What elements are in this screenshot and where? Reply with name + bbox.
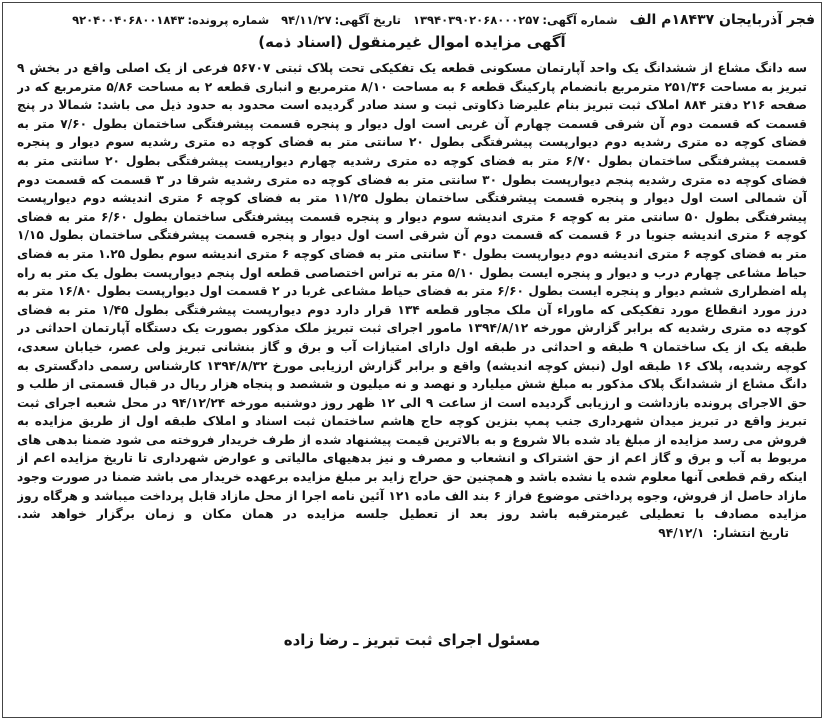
ad-title: آگهی مزایده اموال غیرمنقول (اسناد ذمه) [258,33,566,51]
ad-body [17,59,807,615]
case-number-value: ۹۲۰۴۰۰۴۰۶۸۰۰۱۸۴۳ [72,13,185,27]
ad-number-value: ۱۳۹۴۰۳۹۰۲۰۶۸۰۰۰۲۵۷ [413,13,540,27]
case-number [72,13,269,27]
ad-number [413,13,618,27]
newspaper-name: فجر آذربایجان ۱۸۴۳۷م الف [629,12,815,28]
ad-frame [2,2,822,718]
ad-date [281,13,401,27]
ad-date-label: تاریخ آگهی: [334,13,401,27]
publish-date-value: ۹۴/۱۲/۱ [658,525,705,540]
signature: مسئول اجرای ثبت تبریز ـ رضا زاده [283,631,541,649]
ad-date-value: ۹۴/۱۱/۲۷ [281,13,332,27]
ad-header [9,9,815,31]
ad-number-label: شماره آگهی: [542,13,618,27]
publish-date-label: تاریخ انتشار: [712,525,789,540]
case-number-label: شماره پرونده: [187,13,270,27]
ad-body-text: سه دانگ مشاع از ششدانگ یک واحد آپارتمان مسکونی قطعه یک تفکیکی تحت پلاک ثبتی ۵۶۷۰۷ فرعی از یک اصلی واقع در بخش ۹ تبریز به مساحت ۲۵۱/۳۶ مترمربع بانضمام پارکینگ قطعه ۶ به مساحت ۸/۱۰ مترمربع و انباری قطعه ۲ به مساحت ۵/۸۶ مترمربع که در صفحه ۲۱۶ دفتر ۸۸۴ املاک ثبت تبریز بنام علیرضا ذکاوتی ثبت و سند صادر گردیده است محدود به حدود ذیل می باشد: شمالا در پنج قسمت که قسمت دوم آن شرقی قسمت چهارم آن غربی است اول دیوار و پنجره قسمت پیشرفتگی ساختمان بطول ۷/۶۰ متر به فضای کوچه ده متری رشدیه دوم دیوارپست پیشرفتگی بطول ۲۰ سانتی متر به فضای کوچه ده متری رشدیه سوم دیوار و پنجره قسمت پیشرفتگی ساختمان بطول ۶/۷۰ متر به فضای کوچه ده متری رشدیه چهارم دیوارپست پیشرفتگی بطول ۲۰ سانتی متر به فضای کوچه ده متری رشدیه پنجم دیوارپست بطول ۳۰ سانتی متر به فضای کوچه ده متری رشدیه شرقا در ۳ قسمت که قسمت دوم آن شمالی است اول دیوار و پنجره قسمت پیشرفتگی ساختمان بطول ۱۱/۲۵ متر به فضای کوچه ۶ متری اندیشه دوم دیوارپست پیشرفتگی بطول ۵۰ سانتی متر به کوچه ۶ متری اندیشه سوم دیوار و پنجره قسمت پیشرفتگی ساختمان بطول ۶/۶۰ متر به فضای کوچه ۶ متری اندیشه جنوبا در ۶ قسمت که قسمت دوم آن شرقی است اول دیوار و پنجره قسمت پیشرفتگی ساختمان بطول ۱/۱۵ متر به فضای کوچه ۶ متری اندیشه دوم دیوارپست بطول ۴۰ سانتی متر به فضای کوچه ۶ متری اندیشه سوم بطول ۱.۲۵ متر به فضای حیاط مشاعی چهارم درب و دیوار و پنجره ایست بطول ۵/۱۰ متر به تراس اختصاصی قطعه اول پنجم دیوارپست بطول یک متر به راه پله اضطراری ششم دیوار و پنجره ایست بطول ۶/۶۰ متر به فضای حیاط مشاعی غربا در ۲ قسمت اول دیوارپست بطول ۱۶/۸۰ متر به درز مورد انقطاع مورد تفکیکی که ماوراء آن ملک مجاور قطعه ۱۳۴ قرار دارد دوم دیوارپست پیشرفتگی بطول ۱/۴۵ متر به فضای کوچه ده متری رشدیه که برابر گزارش مورخه ۱۳۹۴/۸/۱۲ مامور اجرای ثبت تبریز ملک مذکور بصورت یک دستگاه آپارتمان احداثی در طبقه یک از یک ساختمان ۹ طبقه و احداثی در طبقه اول دارای امتیازات آب و برق و گاز بنشانی تبریز ولی عصر، خیابان سعدی، کوچه رشدیه، پلاک ۱۶ طبقه اول (نبش کوچه اندیشه) واقع و برابر گزارش ارزیابی مورخ ۱۳۹۴/۸/۳۲ کارشناس رسمی دادگستری به دانگ مشاع از ششدانگ پلاک مذکور به مبلغ شش میلیارد و نهصد و نه میلیون و ششصد و پنجاه هزار ریال در قبال قسمتی از طلب و حق الاجرای پرونده بازداشت و ارزیابی گردیده است از ساعت ۹ الی ۱۲ ظهر روز دوشنبه مورخه ۹۴/۱۲/۲۴ در محل شعبه اجرای ثبت تبریز واقع در تبریز میدان شهرداری جنب پمپ بنزین کوچه حاج هاشم ساختمان ثبت اسناد و املاک طبقه اول از طریق مزایده به فروش می رسد مزایده از مبلغ یاد شده بالا شروع و به بالاترین قیمت پیشنهاد شده از طرف خریدار فروخته می شود ضمنا بدهی های مربوط به آب و برق و گاز اعم از حق اشتراک و انشعاب و مصرف و نیز بدهیهای مالیاتی و عوارض شهرداری تا تاریخ مزایده اعم از اینکه رقم قطعی آنها معلوم شده یا نشده باشد و همچنین حق حراج زاید بر مبلغ مزایده برعهده خریدار می باشد ضمنا در صورت وجود مازاد حاصل از فروش، وجوه پرداختی موضوع فراز ۶ بند الف ماده ۱۲۱ آئین نامه اجرا از محل مازاد قابل پرداخت میباشد و هرگاه روز مزایده مصادف با تعطیلی غیرمترقبه باشد روز بعد از تعطیل جلسه مزایده در همان مکان و زمان برگزار خواهد شد. [17,61,807,522]
publish-date [658,524,789,543]
